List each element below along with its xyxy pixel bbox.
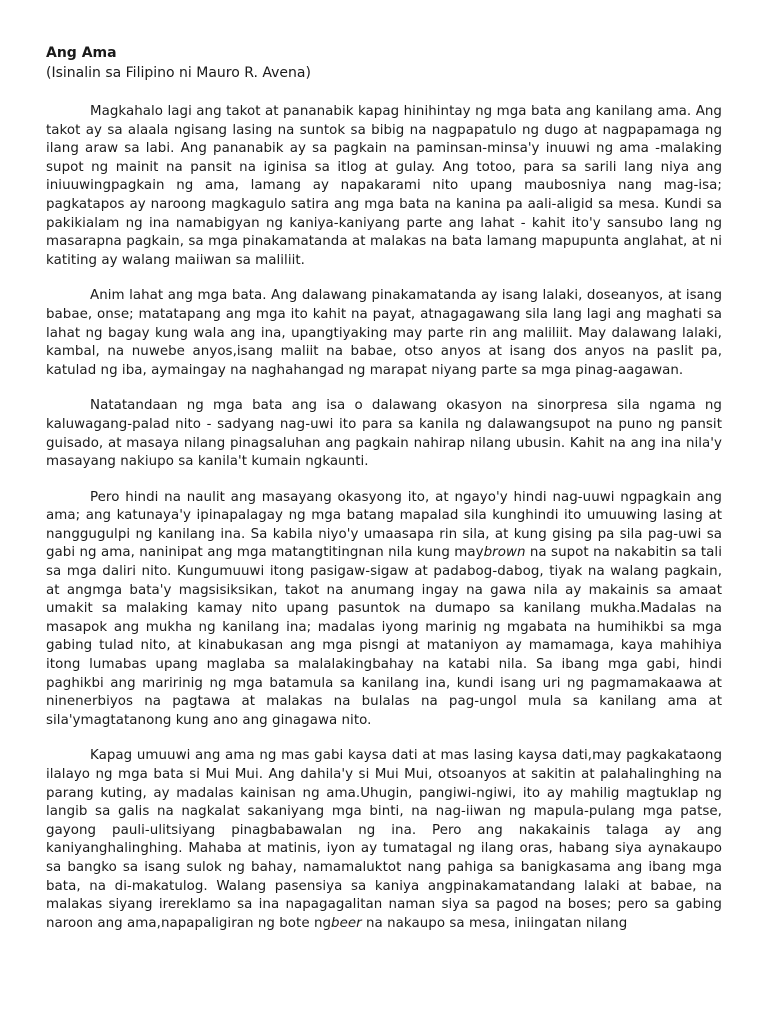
document-page: [46, 44, 722, 933]
paragraph-text: Kapag umuuwi ang ama ng mas gabi kaysa dati at mas lasing kaysa dati,may pagkakataong ilalayo ng mga bata si Mui Mui. Ang dahila'y si Mui Mui, otsoanyos at sakitin at palahalinghing na parang kuting, ay madalas kainisan ng ama.Uhugin, pangiwi-ngiwi, ito ay mahilig magtuklap ng langib sa galis na nagkalat sakaniyang mga binti, na nag-iiwan ng mapula-pulang mga patse, gayong pauli-ulitsiyang pinagbabawalan ng ina. Pero ang nakakainis talaga ay ang kaniyanghalinghing. Mahaba at matinis, iyon ay tumatagal ng ilang oras, habang siya aynakaupo sa bangko sa isang sulok ng bahay, namamaluktot nang pahiga sa banigkasama ang ibang mga bata, na di-makatulog. Walang pasensiya sa kaniya angpinakamatandang lalaki at babae, na malakas siyang irereklamo sa ina napagagalitan naman siya sa pagod na boses; pero sa gabing naroon ang ama,napapaligiran ng bote ng: [46, 748, 722, 931]
paragraph-text: Magkahalo lagi ang takot at pananabik kapag hinihintay ng mga bata ang kanilang ama. Ang takot ay sa alaala ngisang lasing na suntok sa bibig na nagpapatulo ng dugo at nagpapamaga ng ilang araw sa labi. Ang pananabik ay sa pagkain na paminsan-minsa'y inuuwi ng ama -malaking supot ng mainit na pansit na iginisa sa itlog at gulay. Ang totoo, para sa sarili lang niya ang iniuuwingpagkain ng ama, lamang ay napakarami nito upang maubosniya nang mag-isa; pagkatapos ay naroong magkagulo satira ang mga bata na kanina pa aali-aligid sa mesa. Kundi sa pakikialam ng ina namabigyan ng kaniya-kaniyang parte ang lahat - kahit ito'y sansubo lang ng masarapna pagkain, sa mga pinakamatanda at malakas na bata lamang mapupunta anglahat, at ni katiting ay walang maiiwan sa maliliit.: [46, 104, 722, 268]
document-subtitle: (Isinalin sa Filipino ni Mauro R. Avena): [46, 65, 311, 81]
italic-word: beer: [331, 915, 362, 931]
paragraph-3: [46, 397, 722, 471]
paragraph-text: na supot na nakabitin sa tali sa mga daliri nito. Kungumuuwi itong pasigaw-sigaw at padabog-dabog, tiyak na walang pagkain, at angmga bata'y magsisiksikan, takot na anumang ingay na gawa nila ay makainis sa amaat umakit sa malaking kamay nito upang pasuntok na dumapo sa kanilang mukha.Madalas na masapok ang mukha ng kanilang ina; madalas iyong marinig ng mgabata na humihikbi sa mga gabing tulad nito, at kinabukasan ang mga pisngi at mataniyon ay mamamaga, kaya mahihiya itong lumabas upang maglaba sa malalakingbahay na katabi nila. Sa ibang mga gabi, hindi paghikbi ang maririnig ng mga batamula sa kanilang ina, kundi isang uri ng pagmamakaawa at ninenerbiyos na pagtawa at malakas na bulalas na pag-ungol mula sa kanilang ama at sila'ymagtatanong kung ano ang ginagawa nito.: [46, 545, 722, 728]
paragraph-text: Natatandaan ng mga bata ang isa o dalawang okasyon na sinorpresa sila ngama ng kaluwagang-palad nito - sadyang nag-uwi ito para sa kanila ng dalawangsupot na puno ng pansit guisado, at masaya nilang pinagsaluhan ang pagkain nahirap nilang ubusin. Kahit na ang ina nila'y masayang nakiupo sa kanila't kumain ngkaunti.: [46, 398, 722, 470]
document-title: Ang Ama: [46, 45, 117, 61]
paragraph-text: Anim lahat ang mga bata. Ang dalawang pinakamatanda ay isang lalaki, doseanyos, at isang babae, onse; matatapang ang mga ito kahit na payat, atnagagawang sila lang lagi ang maghati sa lahat ng bagay kung wala ang ina, upangtiyaking may parte rin ang maliliit. May dalawang lalaki, kambal, na nuwebe anyos,isang maliit na babae, otso anyos at isang dos anyos na paslit pa, katulad ng iba, aymaingay na naghahangad ng marapat niyang parte sa mga pinag-aagawan.: [46, 288, 722, 378]
paragraph-2: [46, 287, 722, 380]
italic-word: brown: [483, 545, 526, 561]
paragraph-text: Pero hindi na naulit ang masayang okasyong ito, at ngayo'y hindi nag-uuwi ngpagkain ang ama; ang katunaya'y ipinapalagay ng mga batang mapalad sila kunghindi ito umuuwing lasing at nanggugulpi ng kanilang ina. Sa kabila niyo'y umaasapa rin sila, at kung gising pa sila pag-uwi sa gabi ng ama, naninipat ang mga matangtitingnan nila kung may: [46, 489, 722, 561]
paragraph-5: [46, 747, 722, 933]
paragraph-1: [46, 103, 722, 270]
paragraph-text: na nakaupo sa mesa, iniingatan nilang: [361, 915, 628, 931]
paragraph-4: [46, 489, 722, 731]
